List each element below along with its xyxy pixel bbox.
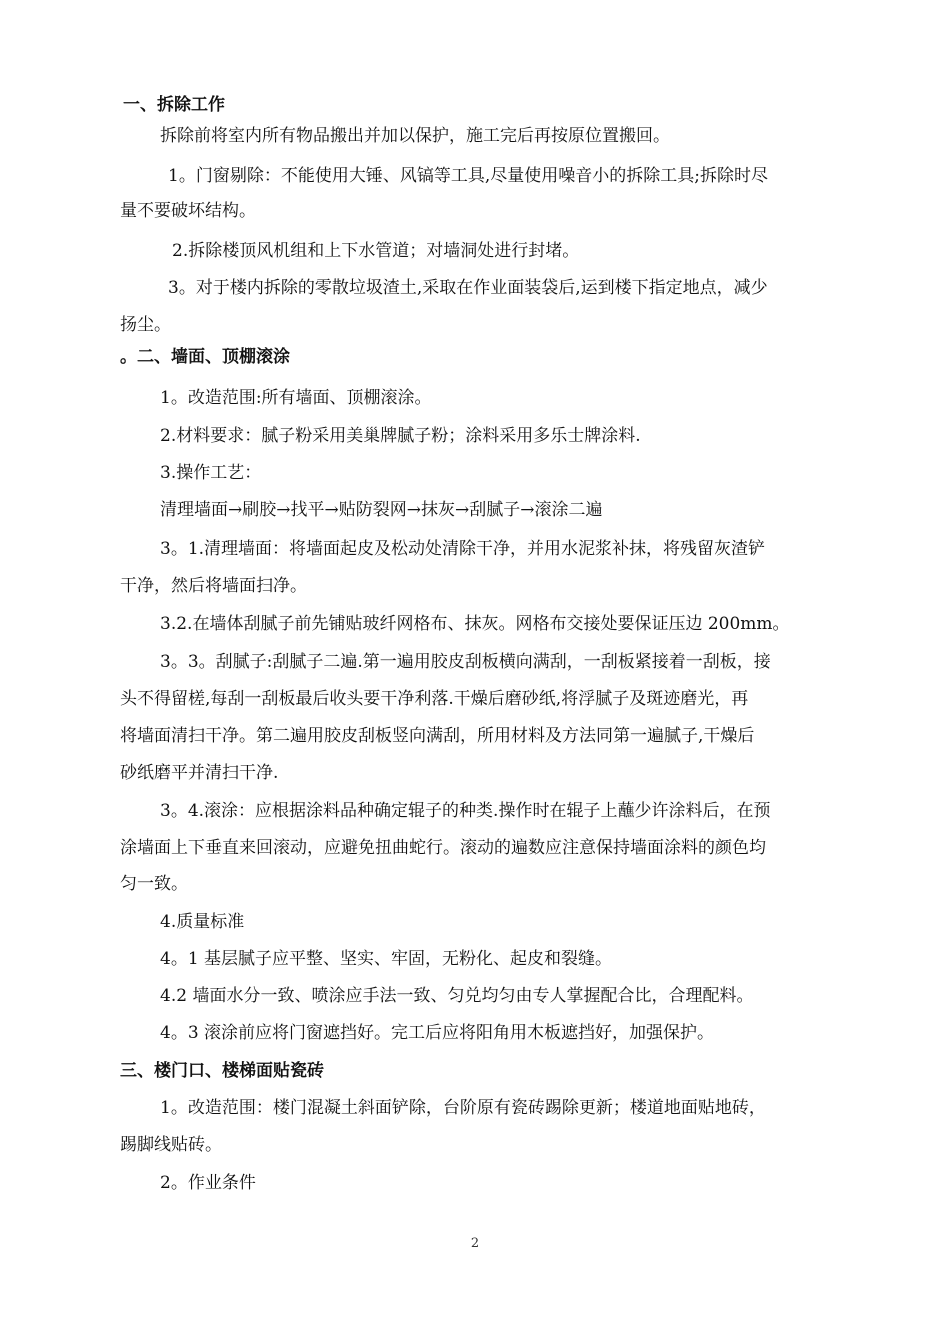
section-2-heading: 。二、墙面、顶棚滚涂 <box>120 347 290 367</box>
paragraph: 3.2.在墙体刮腻子前先铺贴玻纤网格布、抹灰。网格布交接处要保证压边 200mm。 <box>160 614 790 634</box>
paragraph: 3。1.清理墙面：将墙面起皮及松动处清除干净，并用水泥浆补抹，将残留灰渣铲 <box>160 539 766 559</box>
paragraph: 4.2 墙面水分一致、喷涂应手法一致、匀兑均匀由专人掌握配合比，合理配料。 <box>160 986 754 1006</box>
paragraph: 3。对于楼内拆除的零散垃圾渣土,采取在作业面装袋后,运到楼下指定地点，减少 <box>168 278 768 298</box>
paragraph: 拆除前将室内所有物品搬出并加以保护，施工完后再按原位置搬回。 <box>160 126 670 146</box>
paragraph: 1。门窗剔除：不能使用大锤、风镐等工具,尽量使用噪音小的拆除工具;拆除时尽 <box>168 166 768 186</box>
paragraph: 量不要破坏结构。 <box>120 201 256 221</box>
paragraph: 干净，然后将墙面扫净。 <box>120 576 307 596</box>
paragraph: 匀一致。 <box>120 874 188 894</box>
paragraph: 1。改造范围：楼门混凝土斜面铲除，台阶原有瓷砖踢除更新；楼道地面贴地砖， <box>160 1098 766 1118</box>
paragraph: 2.材料要求：腻子粉采用美巢牌腻子粉；涂料采用多乐士牌涂料. <box>160 426 641 446</box>
paragraph: 扬尘。 <box>120 315 171 335</box>
process-flow: 清理墙面→刷胶→找平→贴防裂网→抹灰→刮腻子→滚涂二遍 <box>160 500 603 520</box>
paragraph: 踢脚线贴砖。 <box>120 1135 222 1155</box>
paragraph: 涂墙面上下垂直来回滚动，应避免扭曲蛇行。滚动的遍数应注意保持墙面涂料的颜色均 <box>120 838 766 858</box>
page-number: 2 <box>470 1236 480 1251</box>
paragraph: 2.拆除楼顶风机组和上下水管道；对墙洞处进行封堵。 <box>172 241 580 261</box>
paragraph: 砂纸磨平并清扫干净. <box>120 763 279 783</box>
paragraph: 3.操作工艺： <box>160 463 262 483</box>
paragraph: 将墙面清扫干净。第二遍用胶皮刮板竖向满刮，所用材料及方法同第一遍腻子,干燥后 <box>120 726 755 746</box>
paragraph: 4。3 滚涂前应将门窗遮挡好。完工后应将阳角用木板遮挡好，加强保护。 <box>160 1023 715 1043</box>
paragraph: 4.质量标准 <box>160 912 245 932</box>
paragraph: 头不得留槎,每刮一刮板最后收头要干净利落.干燥后磨砂纸,将浮腻子及斑迹磨光，再 <box>120 689 749 709</box>
paragraph: 4。1 基层腻子应平整、坚实、牢固，无粉化、起皮和裂缝。 <box>160 949 613 969</box>
paragraph: 3。3。刮腻子:刮腻子二遍.第一遍用胶皮刮板横向满刮，一刮板紧接着一刮板，接 <box>160 652 771 672</box>
paragraph: 3。4.滚涂：应根据涂料品种确定辊子的种类.操作时在辊子上蘸少许涂料后，在预 <box>160 801 771 821</box>
section-3-heading: 三、楼门口、楼梯面贴瓷砖 <box>120 1061 324 1081</box>
paragraph: 2。作业条件 <box>160 1173 256 1193</box>
section-1-heading: 一、拆除工作 <box>123 95 225 115</box>
paragraph: 1。改造范围:所有墙面、顶棚滚涂。 <box>160 388 432 408</box>
